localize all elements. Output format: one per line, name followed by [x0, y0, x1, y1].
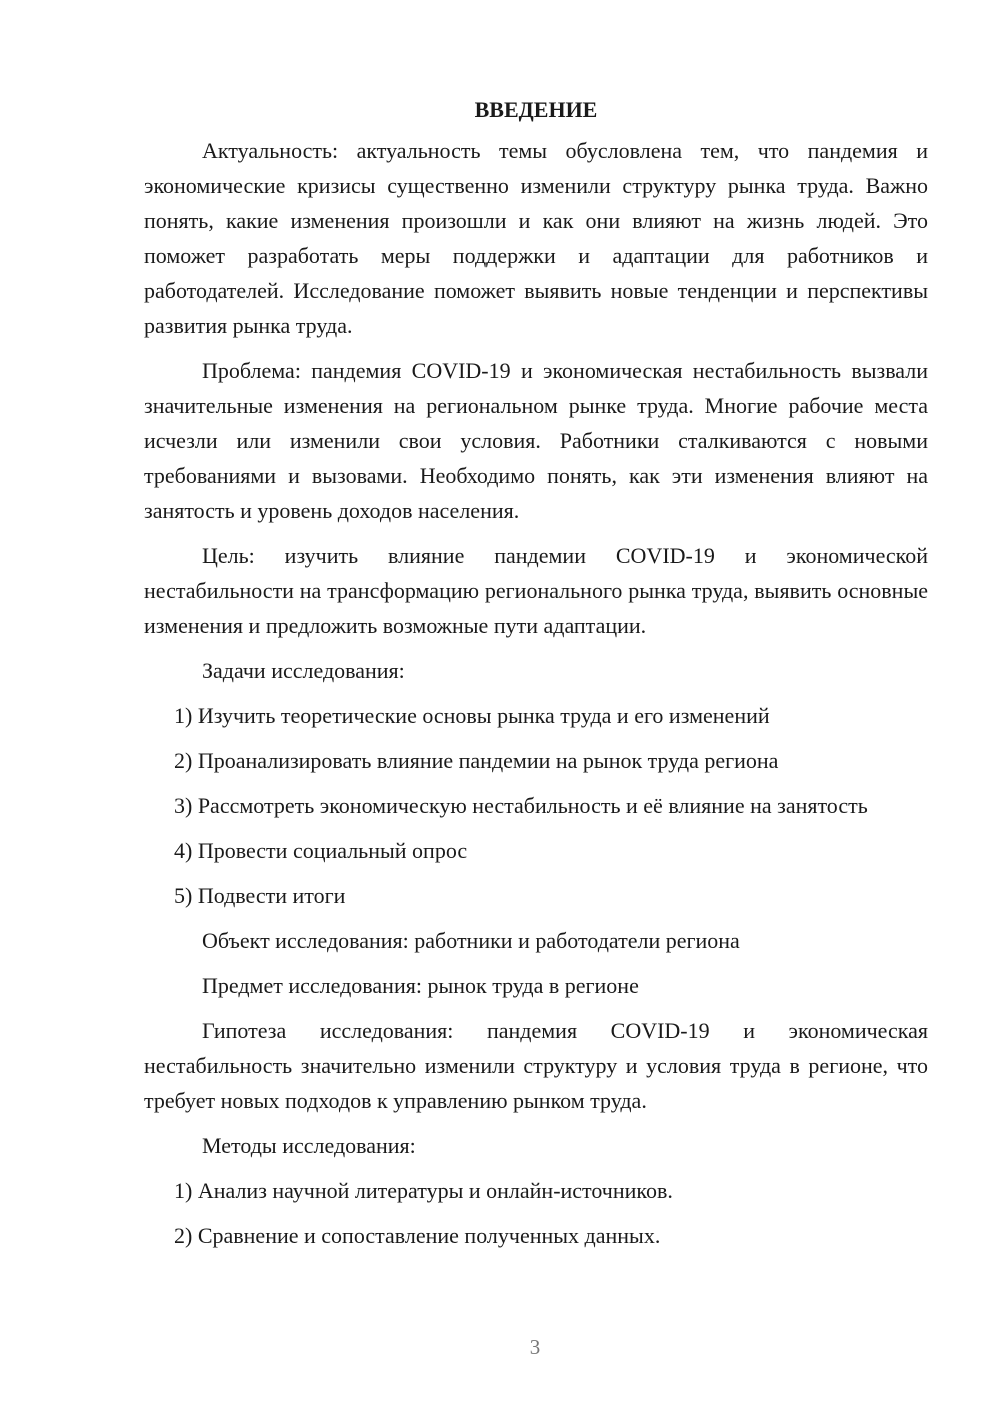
- task-item-2: 2) Проанализировать влияние пандемии на рынок труда региона: [174, 748, 779, 773]
- object-line: Объект исследования: работники и работодатели региона: [202, 928, 740, 953]
- method-item-1: 1) Анализ научной литературы и онлайн-источников.: [174, 1178, 673, 1203]
- page-number: 3: [529, 1335, 541, 1359]
- section-title: ВВЕДЕНИЕ: [474, 97, 598, 122]
- methods-heading: Методы исследования:: [202, 1133, 416, 1158]
- task-item-4: 4) Провести социальный опрос: [174, 838, 468, 863]
- page-content: [144, 92, 928, 1263]
- goal-paragraph: Цель: изучить влияние пандемии COVID-19 и экономической нестабильности на трансформацию регионального рынка труда, выявить основные изменения и предложить возможные пути адаптации.: [144, 543, 928, 638]
- task-item-5: 5) Подвести итоги: [174, 883, 346, 908]
- task-item-1: 1) Изучить теоретические основы рынка труда и его изменений: [174, 703, 770, 728]
- tasks-heading: Задачи исследования:: [202, 658, 405, 683]
- hypothesis-paragraph: Гипотеза исследования: пандемия COVID-19 и экономическая нестабильность значительно изменили структуру и условия труда в регионе, что требует новых подходов к управлению рынком труда.: [144, 1018, 928, 1113]
- problem-paragraph: Проблема: пандемия COVID-19 и экономическая нестабильность вызвали значительные изменения на региональном рынке труда. Многие рабочие места исчезли или изменили свои условия. Работники сталкиваются с новыми требованиями и вызовами. Необходимо понять, как эти изменения влияют на занятость и уровень доходов населения.: [144, 358, 928, 523]
- task-item-3: 3) Рассмотреть экономическую нестабильность и её влияние на занятость: [174, 793, 868, 818]
- method-item-2: 2) Сравнение и сопоставление полученных данных.: [174, 1223, 661, 1248]
- relevance-paragraph: Актуальность: актуальность темы обусловлена тем, что пандемия и экономические кризисы существенно изменили структуру рынка труда. Важно понять, какие изменения произошли и как они влияют на жизнь людей. Это поможет разработать меры поддержки и адаптации для работников и работодателей. Исследование поможет выявить новые тенденции и перспективы развития рынка труда.: [144, 138, 928, 338]
- subject-line: Предмет исследования: рынок труда в регионе: [202, 973, 639, 998]
